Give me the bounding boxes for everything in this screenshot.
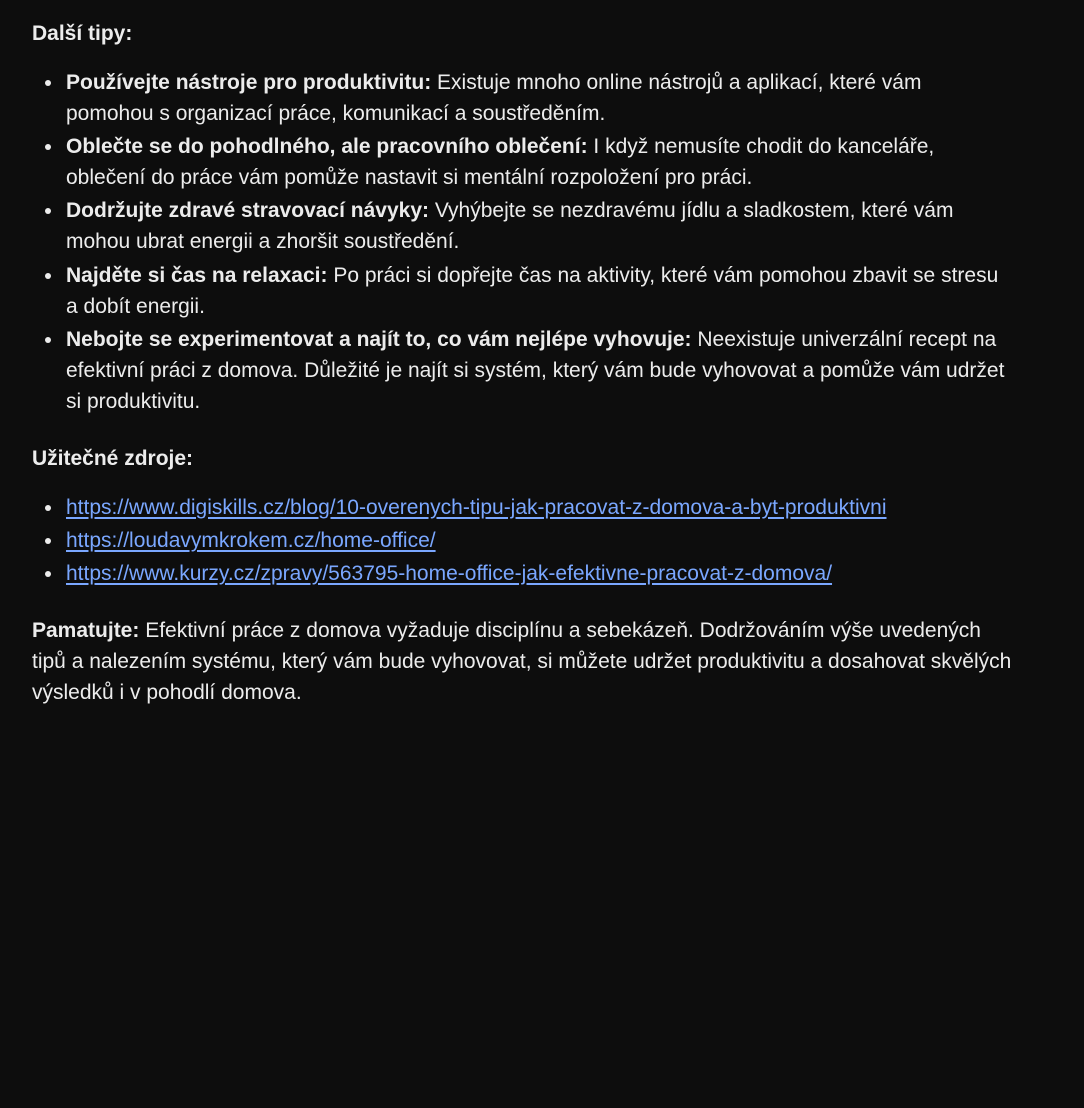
- list-item-text: Vyhýbejte se nezdravému jídlu a sladkostem, které vám mohou ubrat energii a zhoršit soustředění.: [66, 199, 954, 254]
- closing-lead: Pamatujte:: [32, 619, 140, 643]
- resources-list: [32, 492, 1014, 589]
- list-item-text: I když nemusíte chodit do kanceláře, oblečení do práce vám pomůže nastavit si mentální rozpoložení pro práci.: [66, 135, 935, 190]
- list-item-lead: Nebojte se experimentovat a najít to, co vám nejlépe vyhovuje:: [66, 327, 692, 351]
- tips-section-heading: Další tipy:: [32, 22, 133, 45]
- closing-text: Efektivní práce z domova vyžaduje disciplínu a sebekázeň. Dodržováním výše uvedených tipů a nalezením systému, který vám bude vyhovovat, si můžete udržet produktivitu a dosahovat skvělých výsledků i v pohodlí domova.: [32, 619, 1012, 705]
- list-item: [32, 131, 1014, 193]
- list-item: [32, 492, 1014, 523]
- list-item-lead: Oblečte se do pohodlného, ale pracovního oblečení:: [66, 135, 588, 159]
- list-item-lead: Používejte nástroje pro produktivitu:: [66, 71, 432, 95]
- resource-link[interactable]: https://www.digiskills.cz/blog/10-overenych-tipu-jak-pracovat-z-domova-a-byt-produktivni: [66, 496, 887, 520]
- list-item-text: Neexistuje univerzální recept na efektivní práci z domova. Důležité je najít si systém, který vám bude vyhovovat a pomůže vám udržet si produktivitu.: [66, 327, 1005, 413]
- list-item-text: Existuje mnoho online nástrojů a aplikací, které vám pomohou s organizací práce, komunikací a soustředěním.: [66, 71, 922, 126]
- resource-link[interactable]: https://loudavymkrokem.cz/home-office/: [66, 529, 436, 553]
- list-item-lead: Najděte si čas na relaxaci:: [66, 263, 328, 287]
- list-item: [32, 324, 1014, 417]
- tips-list: [32, 67, 1014, 417]
- list-item: [32, 260, 1014, 322]
- resources-section-heading: Užitečné zdroje:: [32, 446, 194, 470]
- list-item: [32, 67, 1014, 129]
- list-item: [32, 525, 1014, 556]
- closing-paragraph: [32, 615, 1014, 708]
- resource-link[interactable]: https://www.kurzy.cz/zpravy/563795-home-office-jak-efektivne-pracovat-z-domova/: [66, 562, 833, 586]
- list-item: [32, 195, 1014, 257]
- list-item: [32, 558, 1014, 589]
- list-item-lead: Dodržujte zdravé stravovací návyky:: [66, 199, 429, 223]
- list-item-text: Po práci si dopřejte čas na aktivity, které vám pomohou zbavit se stresu a dobít energii.: [66, 263, 999, 318]
